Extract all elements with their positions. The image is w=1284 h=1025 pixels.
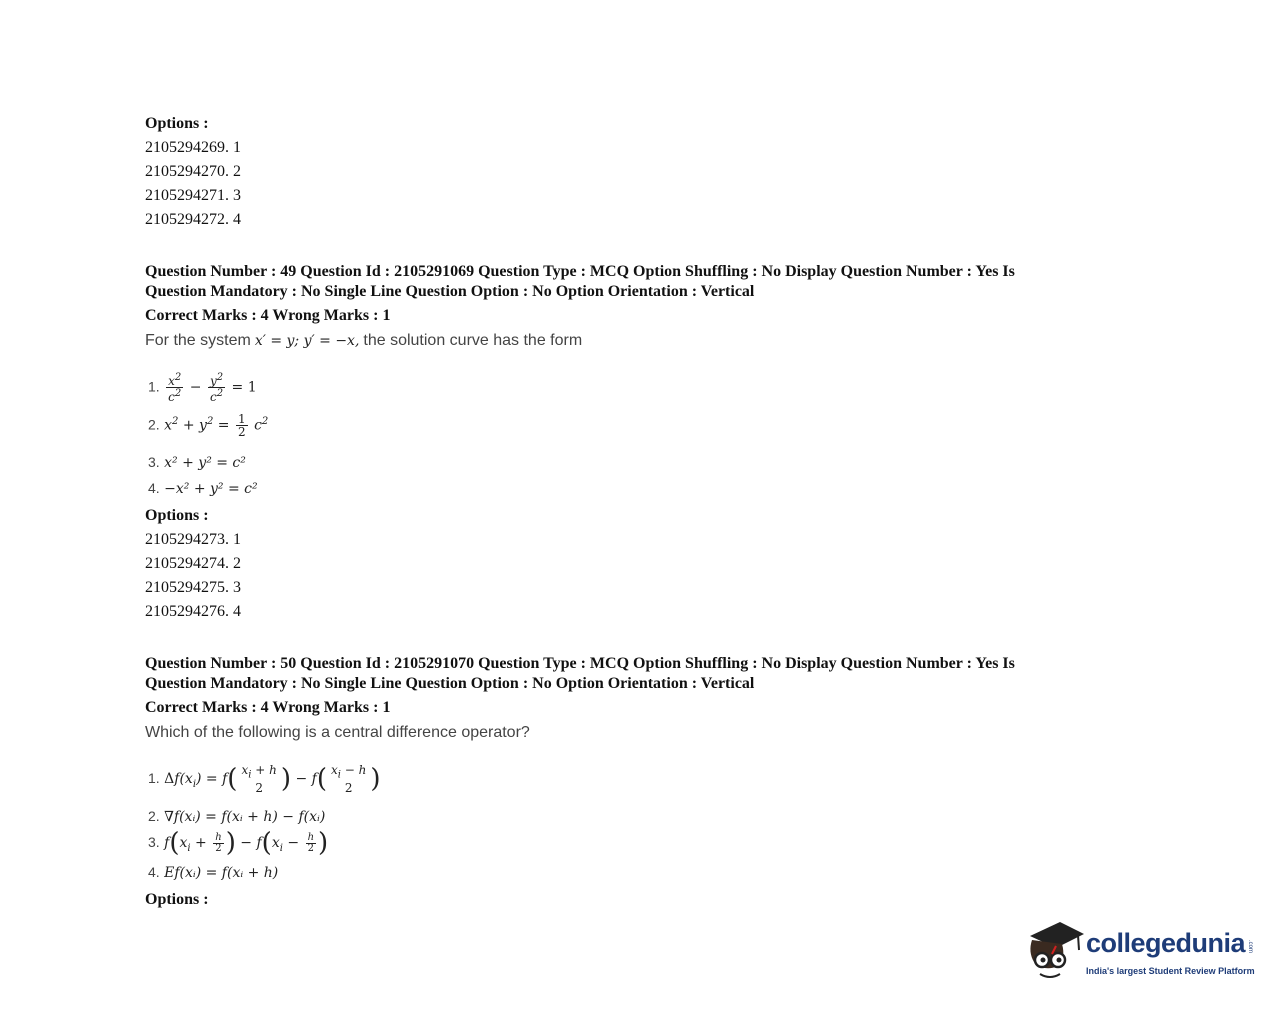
question-stem (145, 332, 582, 350)
choice-number: 3. (148, 454, 160, 470)
choice-3: 3. $f(x_i$ + $\frac{h}{2}$ ) − $f(x_i$ − $\frac{h}{2}$ ) (148, 828, 329, 858)
options-label: Options : (145, 891, 209, 908)
question-meta-line1: Question Number : 50 Question Id : 2105291070 Question Type : MCQ Option Shuffling : No Display Question Number : Yes Is (145, 655, 1015, 672)
choice-4 (148, 864, 278, 881)
option-item: 2105294272. 4 (145, 211, 241, 228)
choice-2 (148, 808, 325, 825)
choice-number: 1. (148, 378, 160, 395)
stem-equation: x′ = y; y′ = −x, (254, 333, 360, 349)
choice-number: 1. (148, 770, 160, 786)
choice-number: 2. (148, 416, 160, 433)
choice-number: 4. (148, 864, 160, 880)
option-item: 2105294275. 3 (145, 579, 241, 596)
question-stem: Which of the following is a central difference operator? (145, 724, 530, 741)
choice-text: x² + y² = c² (164, 455, 246, 471)
question-meta-line2: Question Mandatory : No Single Line Question Option : No Option Orientation : Vertical (145, 283, 755, 300)
option-item: 2105294270. 2 (145, 163, 241, 180)
choice-text: Ef(xᵢ) = f(xᵢ + h) (164, 865, 279, 881)
options-label: Options : (145, 507, 209, 524)
choice-1: 1. $\Delta f(x_i) = f$( $x_i + h$ 2 ) − f( $x_i - h$ 2 ) (148, 763, 381, 795)
stem-text: the solution curve has the form (363, 332, 583, 349)
choice-number: 2. (148, 808, 160, 824)
logo-com: .com (1247, 940, 1253, 954)
question-meta-line2: Question Mandatory : No Single Line Question Option : No Option Orientation : Vertical (145, 675, 755, 692)
option-item: 2105294269. 1 (145, 139, 241, 156)
question-marks: Correct Marks : 4 Wrong Marks : 1 (145, 699, 391, 716)
option-item: 2105294271. 3 (145, 187, 241, 204)
stem-text: For the system (145, 332, 251, 349)
choice-4 (148, 480, 258, 497)
choice-1: 1. $\frac{x^2}{c^2}$ − $\frac{y^2}{c^2}$ = 1 (148, 372, 257, 404)
collegedunia-logo (1022, 918, 1254, 988)
choice-number: 3. (148, 834, 160, 850)
mascot-graduate-icon (1022, 918, 1086, 988)
logo-tagline: India's largest Student Review Platform (1086, 966, 1255, 976)
question-meta-line1: Question Number : 49 Question Id : 2105291069 Question Type : MCQ Option Shuffling : No Display Question Number : Yes Is (145, 263, 1015, 280)
choice-3 (148, 454, 246, 471)
option-item: 2105294274. 2 (145, 555, 241, 572)
choice-text: −x² + y² = c² (164, 481, 258, 497)
choice-text: ∇f(xᵢ) = f(xᵢ + h) − f(xᵢ) (164, 809, 326, 825)
logo-name: collegedunia (1086, 928, 1246, 958)
option-item: 2105294276. 4 (145, 603, 241, 620)
option-item: 2105294273. 1 (145, 531, 241, 548)
choice-2: 2. $x^2 + y^2$ = $\frac{1}{2}$ $c^2$ (148, 412, 269, 439)
choice-number: 4. (148, 480, 160, 496)
question-marks: Correct Marks : 4 Wrong Marks : 1 (145, 307, 391, 324)
options-label: Options : (145, 115, 209, 132)
